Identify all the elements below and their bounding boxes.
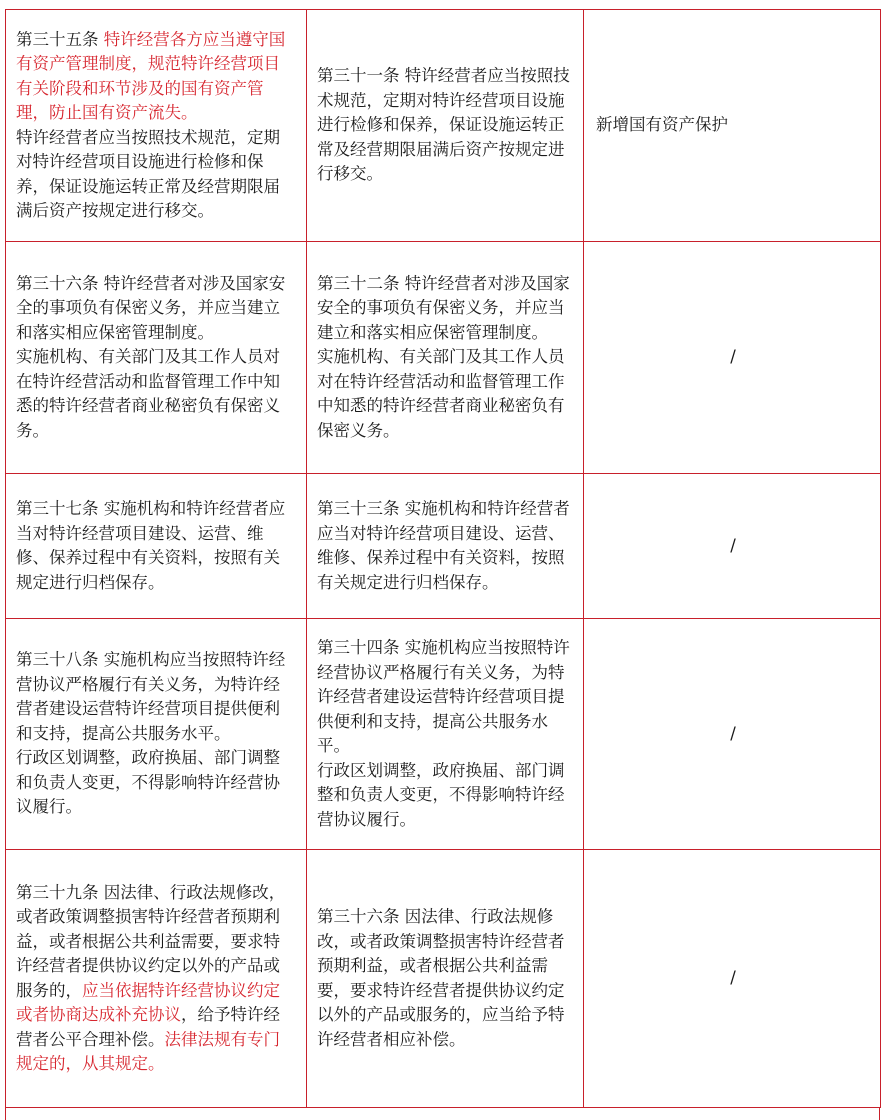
change-note: 新增国有资产保护	[596, 115, 728, 135]
new-article-cell	[6, 242, 307, 474]
new-article-paragraph: 第三十八条 实施机构应当按照特许经营协议严格履行有关义务，为特许经营者建设运营特许经营项目提供便利和支持，提高公共服务水平。	[16, 650, 286, 743]
new-article-cell	[6, 850, 307, 1108]
change-note-cell	[584, 10, 881, 242]
old-article-cell	[307, 474, 584, 619]
article-text-part: 第三十九条 因法律、行政法规修改，或者政策调整损害特许经营者预期利益，或者根据公共利益需要，要求特许经营者提供协议约定以外的产品或服务的，	[16, 882, 286, 1000]
change-note: /	[730, 347, 736, 367]
table-row	[6, 619, 881, 850]
next-row-edge	[5, 1108, 880, 1120]
new-article-paragraph: 第三十六条 特许经营者对涉及国家安全的事项负有保密义务，并应当建立和落实相应保密管理制度。	[16, 273, 286, 342]
old-article-cell	[307, 10, 584, 242]
table-row	[6, 242, 881, 474]
old-article-paragraph: 第三十三条 实施机构和特许经营者应当对特许经营项目建设、运营、维修、保养过程中有关资料，按照有关规定进行归档保存。	[317, 499, 570, 592]
old-article-text: 第三十一条 特许经营者应当按照技术规范，定期对特许经营项目设施进行检修和保养，保证设施运转正常及经营期限届满后资产按规定进行移交。	[317, 66, 570, 184]
old-article-cell	[307, 619, 584, 850]
change-note-cell	[584, 242, 881, 474]
change-note-cell	[584, 850, 881, 1108]
new-article-text	[16, 28, 296, 126]
new-article-paragraph: 第三十七条 实施机构和特许经营者应当对特许经营项目建设、运营、维修、保养过程中有关资料，按照有关规定进行归档保存。	[16, 499, 286, 592]
old-article-cell	[307, 850, 584, 1108]
highlighted-change: 应当依据特许经营协议约定或者协商达成补充协议	[16, 980, 280, 1024]
table-row	[6, 10, 881, 242]
new-article-paragraph: 特许经营者应当按照技术规范，定期对特许经营项目设施进行检修和保养，保证设施运转正常及经营期限届满后资产按规定进行移交。	[16, 127, 280, 220]
change-note: /	[730, 968, 736, 988]
old-article-paragraph: 行政区划调整，政府换届、部门调整和负责人变更，不得影响特许经营协议履行。	[317, 760, 565, 829]
new-article-text	[16, 881, 296, 1077]
new-article-paragraph: 实施机构、有关部门及其工作人员对在特许经营活动和监督管理工作中知悉的特许经营者商业秘密负有保密义务。	[16, 347, 280, 440]
table-row	[6, 474, 881, 619]
change-note-cell	[584, 619, 881, 850]
old-article-cell	[307, 242, 584, 474]
highlighted-change: 特许经营各方应当遵守国有资产管理制度，规范特许经营项目有关阶段和环节涉及的国有资产管理，防止国有资产流失。	[16, 29, 286, 122]
comparison-table	[5, 9, 881, 1108]
new-article-paragraph: 行政区划调整，政府换届、部门调整和负责人变更，不得影响特许经营协议履行。	[16, 748, 280, 817]
change-note-cell	[584, 474, 881, 619]
change-note: /	[730, 535, 736, 555]
new-article-cell	[6, 619, 307, 850]
table-row	[6, 850, 881, 1108]
article-text-part: ，给予特许经营者公平合理补偿。	[16, 1005, 280, 1049]
new-article-cell	[6, 10, 307, 242]
old-article-paragraph: 第三十二条 特许经营者对涉及国家安全的事项负有保密义务，并应当建立和落实相应保密管理制度。	[317, 273, 570, 342]
change-note: /	[730, 723, 736, 743]
new-article-cell	[6, 474, 307, 619]
article-number: 第三十五条	[16, 29, 104, 49]
old-article-paragraph: 第三十六条 因法律、行政法规修改，或者政策调整损害特许经营者预期利益，或者根据公共利益需要，要求特许经营者提供协议约定以外的产品或服务的，应当给予特许经营者相应补偿。	[317, 907, 565, 1049]
old-article-paragraph: 实施机构、有关部门及其工作人员对在特许经营活动和监督管理工作中知悉的特许经营者商业秘密负有保密义务。	[317, 347, 565, 440]
old-article-paragraph: 第三十四条 实施机构应当按照特许经营协议严格履行有关义务，为特许经营者建设运营特许经营项目提供便利和支持，提高公共服务水平。	[317, 638, 570, 755]
highlighted-change: 法律法规有专门规定的，从其规定。	[16, 1029, 280, 1073]
